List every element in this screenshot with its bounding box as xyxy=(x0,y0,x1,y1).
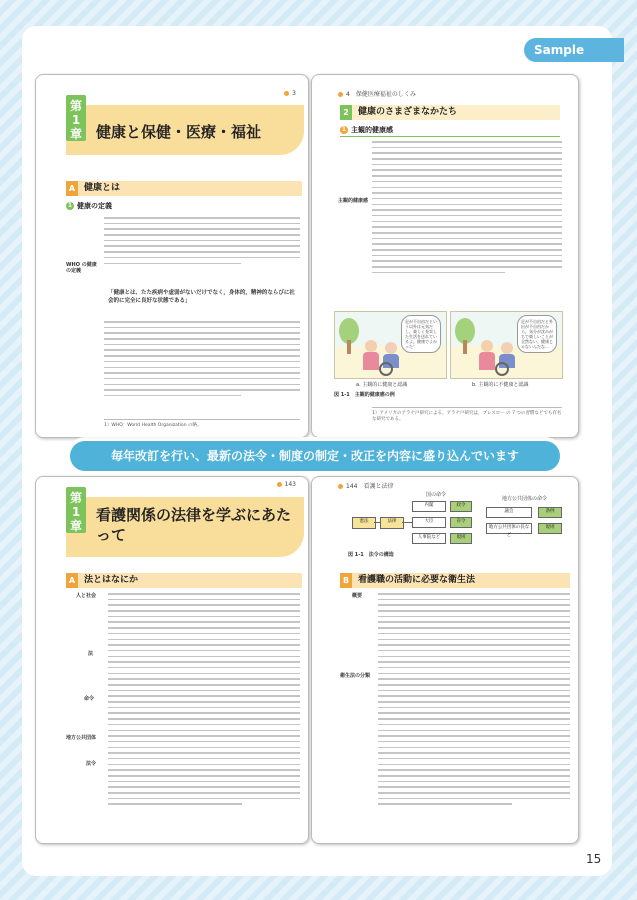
figure-caption: 図 1-1 主観的健康感の例 xyxy=(334,392,395,398)
section-title: 看護職の活動に必要な衛生法 xyxy=(358,575,476,585)
revision-banner: 毎年改訂を行い、最新の法令・制度の制定・改正を内容に盛り込んでいます xyxy=(70,441,560,471)
diagram-box-jorei: 条例 xyxy=(538,507,562,518)
section-title: 健康のさまざまなかたち xyxy=(358,107,458,117)
illustration-caption-a: a. 主観的に健康と認識 xyxy=(356,382,408,388)
section-title: 健康とは xyxy=(84,183,121,193)
margin-label: WHO の健康の定義 xyxy=(66,262,97,274)
subsection-heading xyxy=(66,201,112,211)
diagram-label: 国の命令 xyxy=(426,492,447,498)
sample-page-4 xyxy=(311,74,579,438)
wheelchair-wheel xyxy=(379,362,393,376)
section-letter: A xyxy=(68,184,76,193)
section-number: 2 xyxy=(340,105,352,120)
illustration-b xyxy=(450,311,563,379)
diagram-box-kisoku: 規則 xyxy=(450,533,472,544)
diagram-box-gikai: 議会 xyxy=(486,507,532,518)
person-head xyxy=(385,342,397,354)
chapter-title: 看護関係の法律を学ぶにあたって xyxy=(96,506,292,544)
section-letter: A xyxy=(68,576,76,585)
diagram-box-horitsu: 法律 xyxy=(380,517,404,529)
sample-pages-badge: Sample xyxy=(524,38,624,62)
footnote: 1）WHO：World Health Organization の略。 xyxy=(104,419,300,428)
person-body xyxy=(363,352,379,370)
figure-caption: 図 1-1 法令の構造 xyxy=(348,552,394,558)
margin-label: 主観的健康感 xyxy=(338,198,369,204)
body-text-block xyxy=(378,593,570,809)
diagram-label: 地方公共団体の命令 xyxy=(502,496,548,502)
chapter-number-tab: 第1章 xyxy=(66,487,86,533)
section-heading xyxy=(340,105,560,120)
diagram-box-seirei: 政令 xyxy=(450,501,472,512)
running-head: 4 保健医療福祉のしくみ xyxy=(338,89,416,98)
subsection-number: 1 xyxy=(341,126,347,133)
chapter-heading xyxy=(66,491,304,557)
margin-label: 衛生法の分類 xyxy=(340,673,371,679)
wheelchair-wheel xyxy=(495,362,509,376)
speech-bubble: 足が不自由だと外出が不自由だから，気分が沈みがちで楽しいことが全然ない。健康じゃないんだな… xyxy=(517,315,557,353)
diagram-box-naikaku: 内閣 xyxy=(412,501,446,512)
person-body xyxy=(479,352,495,370)
sample-page-144 xyxy=(311,476,579,844)
page-number: 3 xyxy=(284,90,296,97)
page-number: 143 xyxy=(277,481,296,488)
sample-page-143 xyxy=(35,476,309,844)
person-head xyxy=(365,340,377,352)
body-text-block xyxy=(108,593,300,809)
diagram-box-kenpo: 憲法 xyxy=(352,517,376,529)
diagram-box-chiji: 地方公共団体の長など xyxy=(486,523,532,534)
diagram-box-chiho-kisoku: 規則 xyxy=(538,523,562,534)
subsection-title: 主観的健康感 xyxy=(351,126,393,134)
footnote: 1）アメリカのアラナ戸研究による。アラナ戸研究は，ブレスロー の 7 つの習慣などでも有名な研究である。 xyxy=(372,407,562,422)
section-heading xyxy=(66,181,302,196)
margin-label: 法 xyxy=(88,651,94,657)
margin-label: 概要 xyxy=(352,593,363,599)
body-text-block xyxy=(104,321,300,401)
subsection-title: 健康の定義 xyxy=(77,202,112,210)
margin-label: 法令 xyxy=(86,761,97,767)
diagram-box-jinji: 人事院など xyxy=(412,533,446,544)
catalog-page-number: 15 xyxy=(586,852,602,866)
diagram-box-daijin: 大臣 xyxy=(412,517,446,528)
illustration-caption-b: b. 主観的に不健康と認識 xyxy=(472,382,529,388)
section-title: 法とはなにか xyxy=(84,575,139,585)
section-heading xyxy=(66,573,302,588)
who-definition-quote: 「健康とは、たた疾病や虚弱がないだけでなく，身体的，精神的ならびに社会的に完全に良好な状態である」 xyxy=(108,290,295,304)
speech-bubble: 足が不自由だという以外は元気だし，楽しく充実した生活を送れているよ。健康でよかった！ xyxy=(401,315,441,353)
subsection-number: 1 xyxy=(67,202,73,209)
diagram-box-shorei: 省令 xyxy=(450,517,472,528)
chapter-heading xyxy=(66,99,304,155)
section-letter: B xyxy=(342,576,350,585)
chapter-title: 健康と保健・医療・福祉 xyxy=(96,123,262,141)
illustration-a xyxy=(334,311,447,379)
margin-label: 地方公共団体 xyxy=(66,735,97,741)
sample-page-3 xyxy=(35,74,309,438)
body-text-block xyxy=(372,141,562,278)
person-head xyxy=(501,342,513,354)
person-head xyxy=(481,340,493,352)
margin-label: 人と社会 xyxy=(76,593,97,599)
body-text-block xyxy=(104,217,300,268)
section-heading xyxy=(340,573,570,588)
chapter-number-tab: 第1章 xyxy=(66,95,86,141)
running-head: 144 看護と法律 xyxy=(338,481,393,490)
subsection-heading xyxy=(340,125,560,137)
margin-label: 命令 xyxy=(84,696,95,702)
